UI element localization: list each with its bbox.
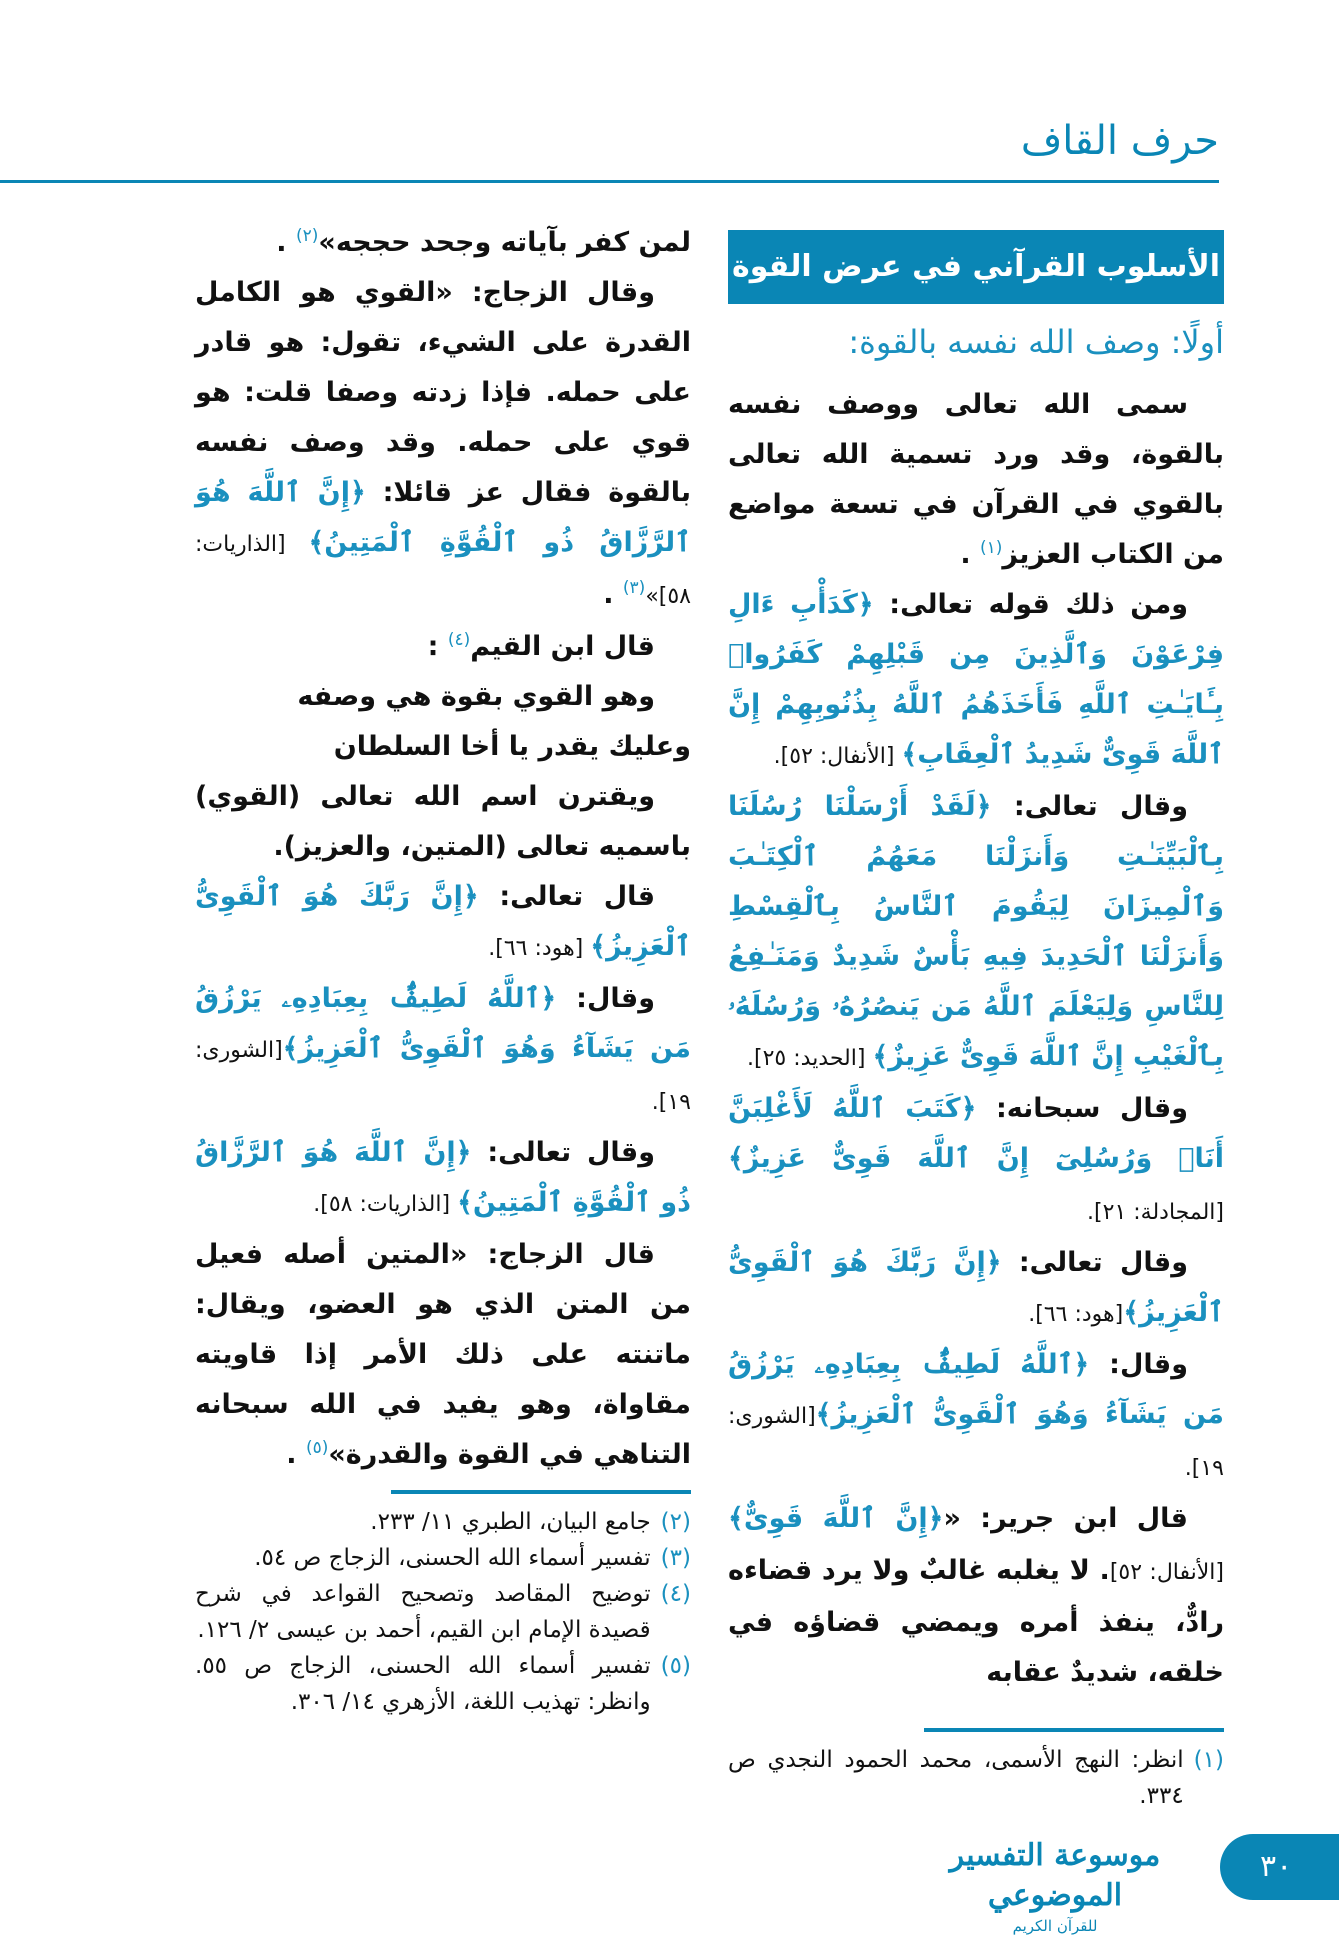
verse-reference: [الحديد: ٢٥]. [747, 1046, 873, 1071]
quran-verse: ﴿إِنَّ ٱللَّهَ هُوَ ٱلرَّزَّاقُ ذُو ٱلْقُوَّةِ ٱلْمَتِينُ﴾ [195, 1137, 691, 1218]
paragraph [195, 672, 691, 722]
quran-verse: ﴿إِنَّ ٱللَّهَ قَوِىٌّ﴾ [728, 1503, 944, 1534]
paragraph [728, 1084, 1224, 1238]
footnote-divider [924, 1728, 1224, 1732]
body-text: وقال: [1089, 1349, 1188, 1380]
publisher-logo [930, 1836, 1180, 1936]
quran-verse: ﴿إِنَّ رَبَّكَ هُوَ ٱلْقَوِىُّ ٱلْعَزِيزُ﴾ [728, 1247, 1224, 1328]
quran-verse: ﴿إِنَّ رَبَّكَ هُوَ ٱلْقَوِىُّ ٱلْعَزِيزُ﴾ [195, 881, 691, 962]
footnote-divider [391, 1490, 691, 1494]
paragraph [195, 1128, 691, 1230]
verse-reference: [هود: ٦٦]. [1028, 1302, 1124, 1327]
paragraph [728, 1340, 1224, 1494]
footnote-marker: (٢) [295, 226, 319, 246]
paragraph [195, 872, 691, 974]
logo-title: موسوعة التفسير الموضوعي [949, 1838, 1161, 1913]
paragraph [728, 1494, 1224, 1698]
body-text: ومن ذلك قوله تعالى: [873, 589, 1189, 620]
paragraph [728, 782, 1224, 1084]
footnote [195, 1576, 691, 1648]
quran-verse: ﴿لَقَدْ أَرْسَلْنَا رُسُلَنَا بِٱلْبَيِّنَـٰتِ وَأَنزَلْنَا مَعَهُمُ ٱلْكِتَـٰبَ وَٱلْمِيزَانَ لِيَقُومَ ٱلنَّاسُ بِٱلْقِسْطِ وَأَنزَلْنَا ٱلْحَدِيدَ فِيهِ بَأْسٌ شَدِيدٌ وَمَنَـٰفِعُ لِلنَّاسِ وَلِيَعْلَمَ ٱللَّهُ مَن يَنصُرُهُۥ وَرُسُلَهُۥ بِٱلْغَيْبِ إِنَّ ٱللَّهَ قَوِىٌّ عَزِيزٌ﴾ [728, 791, 1224, 1072]
footnote-text: انظر: النهج الأسمى، محمد الحمود النجدي ص ٣٣٤. [728, 1747, 1184, 1809]
body-text: وهو القوي بقوة هي وصفه [297, 681, 655, 712]
body-text: . لا يغلبه غالبٌ ولا يرد قضاءه رادٌّ، ينفذ أمره ويمضي قضاؤه في خلقه، شديدٌ عقابه [728, 1555, 1224, 1688]
footnote-number: (١) [1193, 1747, 1224, 1773]
paragraph [195, 268, 691, 622]
footnote-marker: (٤) [447, 630, 471, 650]
body-text: لمن كفر بآياته وجحد حججه» [318, 227, 691, 258]
body-text: ويقترن اسم الله تعالى (القوي) باسميه تعالى (المتين، والعزيز). [195, 781, 691, 862]
subheading: أولًا: وصف الله نفسه بالقوة: [848, 323, 1224, 361]
paragraph [195, 974, 691, 1128]
quran-verse: ﴿ٱللَّهُ لَطِيفٌۢ بِعِبَادِهِۦ يَرْزُقُ مَن يَشَآءُ وَهُوَ ٱلْقَوِىُّ ٱلْعَزِيزُ﴾ [195, 983, 691, 1064]
verse-reference: [الأنفال: ٥٢]. [773, 744, 902, 769]
body-text: قال ابن جرير: « [943, 1503, 1188, 1534]
footnote-marker: (٥) [305, 1438, 329, 1458]
logo-subtitle: للقرآن الكريم [1012, 1917, 1098, 1935]
body-text: وقال تعالى: [471, 1137, 655, 1168]
body-text: وقال الزجاج: «القوي هو الكامل القدرة على الشيء، تقول: هو قادر على حمله. فإذا زدته وصفا قلت: هو قوي على حمله. وقد وصف نفسه بالقوة فقال عز قائلا: [195, 277, 691, 508]
footnote-number: (٣) [660, 1545, 691, 1571]
footnote-marker: (٣) [622, 578, 646, 598]
footnote-text: جامع البيان، الطبري ١١/ ٢٣٣. [370, 1509, 651, 1535]
verse-reference: [المجادلة: ٢١]. [1087, 1200, 1224, 1225]
footnote [195, 1504, 691, 1540]
paragraph [195, 772, 691, 872]
verse-reference: [الأنفال: ٥٢] [1109, 1560, 1225, 1585]
running-title: حرف القاف [1020, 118, 1219, 164]
paragraph [728, 380, 1224, 580]
page-number: ٣٠ [1220, 1834, 1339, 1900]
footnotes [195, 1504, 691, 1720]
quran-verse: ﴿إِنَّ ٱللَّهَ هُوَ ٱلرَّزَّاقُ ذُو ٱلْقُوَّةِ ٱلْمَتِينُ﴾ [195, 477, 691, 558]
body-text: وقال: [556, 983, 655, 1014]
body-text: وقال سبحانه: [976, 1093, 1189, 1124]
body-text: سمى الله تعالى ووصف نفسه بالقوة، وقد ورد تسمية الله تعالى بالقوي في القرآن في تسعة مواضع من الكتاب العزيز [728, 389, 1224, 570]
left-column [195, 218, 691, 1720]
body-text: وقال تعالى: [1001, 1247, 1188, 1278]
body-text: قال تعالى: [478, 881, 655, 912]
footnote [195, 1540, 691, 1576]
verse-reference: [هود: ٦٦]. [488, 936, 591, 961]
body-text: وقال تعالى: [991, 791, 1188, 822]
paragraph [195, 218, 691, 268]
quran-verse: ﴿ٱللَّهُ لَطِيفٌۢ بِعِبَادِهِۦ يَرْزُقُ مَن يَشَآءُ وَهُوَ ٱلْقَوِىُّ ٱلْعَزِيزُ﴾ [728, 1349, 1224, 1430]
body-text: قال ابن القيم [470, 631, 655, 662]
verse-reference: [الذاريات: ٥٨]. [313, 1192, 458, 1217]
body-text: . [960, 539, 980, 570]
body-text: . [603, 579, 623, 610]
footnote-text: تفسير أسماء الله الحسنى، الزجاج ص ٥٤. [254, 1545, 651, 1571]
verse-reference: [الشورى: ١٩]. [195, 1038, 691, 1115]
footnote-number: (٢) [660, 1509, 691, 1535]
right-column [728, 222, 1224, 1814]
quran-verse: ﴿كَتَبَ ٱللَّهُ لَأَغْلِبَنَّ أَنَا۠ وَرُسُلِىٓ إِنَّ ٱللَّهَ قَوِىٌّ عَزِيزٌ﴾ [728, 1093, 1224, 1174]
body-text: . [286, 1439, 306, 1470]
body-text: . [276, 227, 296, 258]
header-divider [0, 180, 1219, 183]
paragraph [728, 1238, 1224, 1340]
body-text: قال الزجاج: «المتين أصله فعيل من المتن الذي هو العضو، ويقال: ماتنته على ذلك الأمر إذا قاويته مقاواة، وهو يفيد في الله سبحانه التناهي في القوة والقدرة» [195, 1239, 691, 1470]
left-column-body [195, 218, 691, 1480]
verse-reference: [الذاريات: ٥٨]» [195, 532, 691, 609]
footnote [195, 1648, 691, 1720]
section-heading: الأسلوب القرآني في عرض القوة [728, 230, 1224, 304]
quran-verse: ﴿كَدَأْبِ ءَالِ فِرْعَوْنَ وَٱلَّذِينَ مِن قَبْلِهِمْ كَفَرُوا۟ بِـَٔايَـٰتِ ٱللَّهِ فَأَخَذَهُمُ ٱللَّهُ بِذُنُوبِهِمْ إِنَّ ٱللَّهَ قَوِىٌّ شَدِيدُ ٱلْعِقَابِ﴾ [728, 589, 1224, 770]
footnotes [728, 1742, 1224, 1814]
paragraph [195, 722, 691, 772]
footnote-number: (٤) [660, 1581, 691, 1607]
footnote [728, 1742, 1224, 1814]
footnote-marker: (١) [980, 538, 1003, 558]
verse-reference: [الشورى: ١٩]. [728, 1404, 1224, 1481]
paragraph [728, 580, 1224, 782]
paragraph [195, 1230, 691, 1480]
right-column-body [728, 380, 1224, 1698]
body-text: : [427, 631, 448, 662]
footnote-text: توضيح المقاصد وتصحيح القواعد في شرح قصيدة الإمام ابن القيم، أحمد بن عيسى ٢/ ١٢٦. [195, 1581, 651, 1643]
paragraph [195, 622, 691, 672]
footnote-text: تفسير أسماء الله الحسنى، الزجاج ص ٥٥. وانظر: تهذيب اللغة، الأزهري ١٤/ ٣٠٦. [195, 1653, 651, 1715]
footnote-number: (٥) [660, 1653, 691, 1679]
body-text: وعليك يقدر يا أخا السلطان [333, 731, 691, 762]
